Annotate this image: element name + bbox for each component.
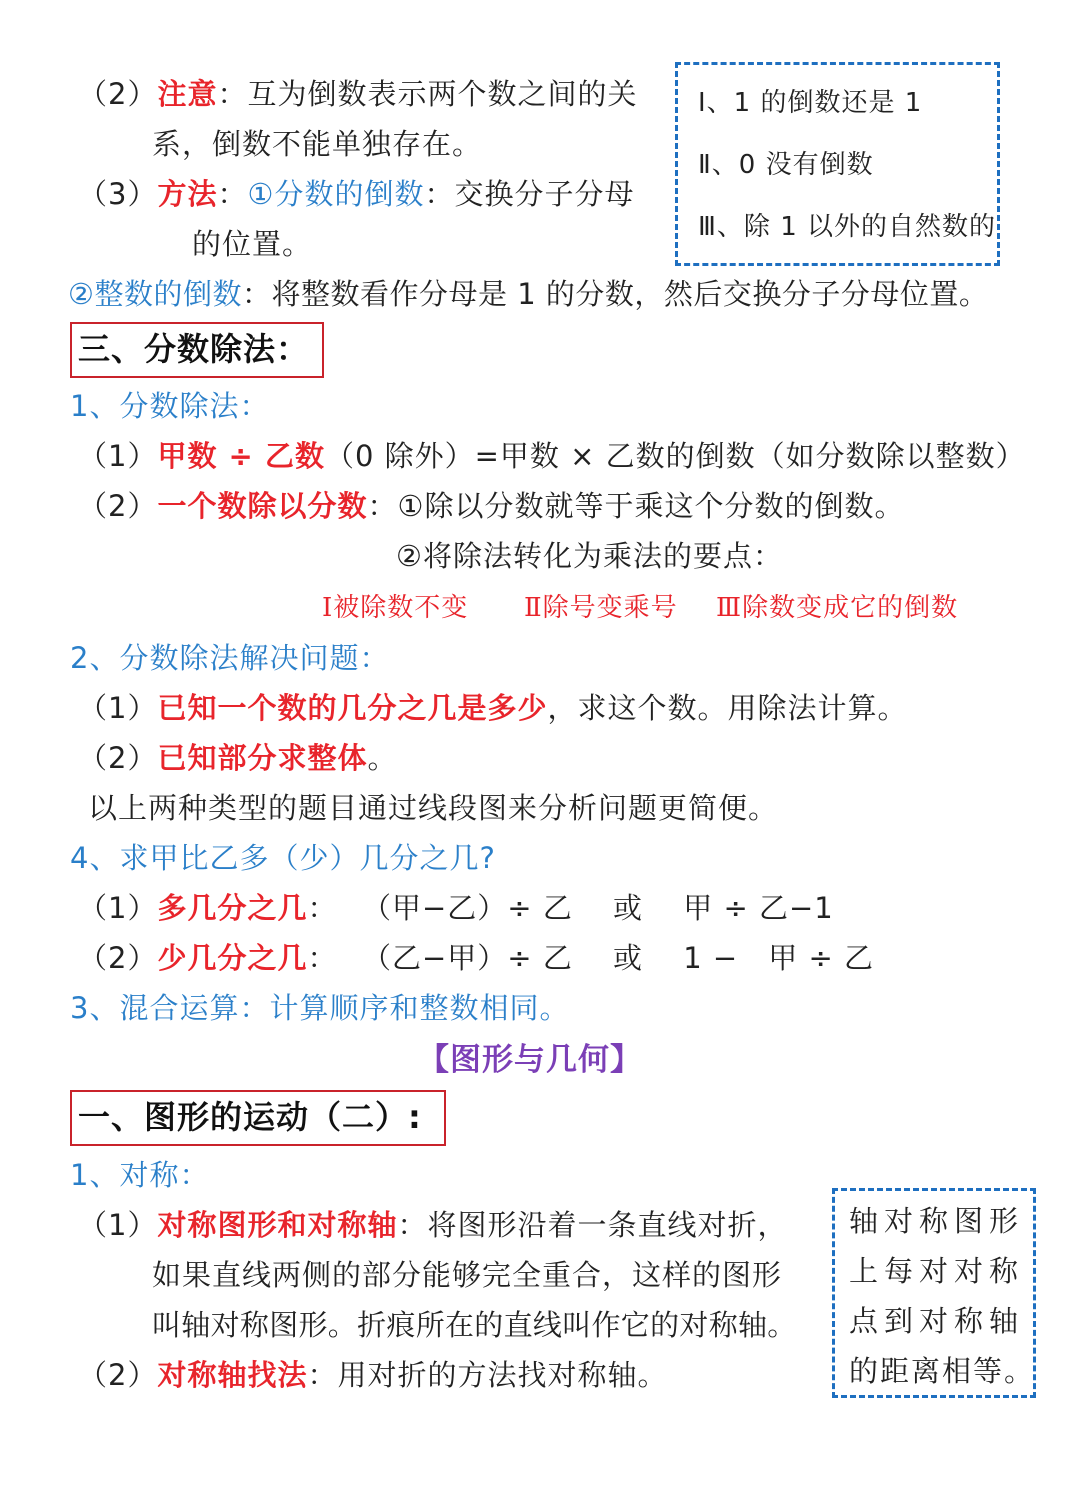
less-fraction-formula [78, 938, 337, 978]
item-text: ：①除以分数就等于乘这个分数的倒数。 [367, 489, 905, 523]
subheading-fraction-division: 1、分数除法： [70, 389, 270, 423]
symmetry-axis-method [78, 1355, 667, 1395]
key-term: 方法 [157, 177, 218, 211]
note-line: 点到对称轴 [849, 1304, 1025, 1338]
banner-geometry: 【图形与几何】 [418, 1042, 642, 1078]
note-line: Ⅰ、1 的倒数还是 1 [698, 88, 923, 118]
key-term: 甲数 ÷ 乙数 [157, 439, 325, 473]
item-number: （1） [78, 1208, 158, 1242]
more-fraction-expression: （甲−乙）÷ 乙 或 甲 ÷ 乙−1 [362, 891, 834, 925]
item-text: ，求这个数。用除法计算。 [547, 691, 908, 725]
subheading-symmetry: 1、对称： [70, 1158, 210, 1192]
note-line: Ⅱ、0 没有倒数 [698, 150, 874, 180]
item-text: ：交换分子分母 [424, 177, 635, 211]
key-term: 已知部分求整体 [157, 741, 368, 775]
item-number: （1） [78, 439, 158, 473]
subheading-mixed-operations: 3、混合运算：计算顺序和整数相同。 [70, 991, 570, 1025]
subheading-problems: 2、分数除法解决问题： [70, 641, 390, 675]
sub-key-term: ①分数的倒数 [247, 177, 425, 211]
more-fraction-formula [78, 888, 337, 928]
key-term: 已知一个数的几分之几是多少 [157, 691, 548, 725]
symmetry-definition [78, 1205, 787, 1245]
reciprocal-note-2-cont: 系，倒数不能单独存在。 [152, 127, 483, 161]
item-text: ：将图形沿着一条直线对折， [397, 1208, 788, 1242]
key-term: 一个数除以分数 [157, 489, 368, 523]
reciprocal-method [78, 174, 635, 214]
integer-reciprocal [68, 274, 988, 314]
item-number: （2） [78, 941, 158, 975]
problem-summary: 以上两种类型的题目通过线段图来分析问题更简便。 [88, 791, 779, 825]
note-line: Ⅲ、除 1 以外的自然数的 [698, 212, 996, 242]
colon: ： [217, 177, 248, 211]
section-title-transformation: 一、图形的运动（二）: [70, 1090, 446, 1146]
conversion-point-1: Ⅰ被除数不变 [322, 593, 469, 623]
reciprocal-note-2 [78, 74, 637, 114]
symmetry-definition-cont-1: 如果直线两侧的部分能够完全重合，这样的图形 [152, 1258, 783, 1292]
symmetry-definition-cont-2: 叫轴对称图形。折痕所在的直线叫作它的对称轴。 [152, 1308, 797, 1342]
item-text: ：互为倒数表示两个数之间的关 [217, 77, 638, 111]
division-rule-2-sub: ②将除法转化为乘法的要点： [396, 539, 783, 573]
reciprocal-note-box [675, 62, 1000, 266]
problem-type-2 [78, 738, 397, 778]
key-term: 少几分之几 [157, 941, 308, 975]
item-number: （2） [78, 489, 158, 523]
item-text: （0 除外）=甲数 × 乙数的倒数（如分数除以整数） [324, 439, 1026, 473]
section-title-division: 三、分数除法： [70, 322, 324, 378]
item-text: ：将整数看作分母是 1 的分数，然后交换分子分母位置。 [242, 277, 989, 311]
key-term: 注意 [157, 77, 218, 111]
item-number: （2） [78, 77, 158, 111]
key-term: 对称图形和对称轴 [157, 1208, 398, 1242]
item-number: （2） [78, 1358, 158, 1392]
item-number: （1） [78, 691, 158, 725]
problem-type-1 [78, 688, 907, 728]
item-number: （3） [78, 177, 158, 211]
reciprocal-method-cont: 的位置。 [192, 227, 313, 261]
key-term: 对称轴找法 [157, 1358, 308, 1392]
item-text: 。 [367, 741, 398, 775]
conversion-point-2: Ⅱ除号变乘号 [524, 593, 678, 623]
conversion-point-3: Ⅲ除数变成它的倒数 [716, 593, 959, 623]
note-line: 上每对对称 [849, 1254, 1025, 1288]
item-number: （2） [78, 741, 158, 775]
note-line: 轴对称图形 [849, 1204, 1025, 1238]
subheading-more-less: 4、求甲比乙多（少）几分之几? [70, 841, 496, 875]
key-term: 多几分之几 [157, 891, 308, 925]
symmetry-note-box [832, 1188, 1036, 1398]
sub-key-term: ②整数的倒数 [68, 277, 242, 311]
item-number: （1） [78, 891, 158, 925]
note-line: 的距离相等。 [849, 1354, 1036, 1388]
less-fraction-expression: （乙−甲）÷ 乙 或 1 − 甲 ÷ 乙 [362, 941, 874, 975]
division-rule-1 [78, 436, 1026, 476]
division-rule-2 [78, 486, 904, 526]
colon: ： [307, 941, 338, 975]
item-text: ：用对折的方法找对称轴。 [307, 1358, 668, 1392]
colon: ： [307, 891, 338, 925]
